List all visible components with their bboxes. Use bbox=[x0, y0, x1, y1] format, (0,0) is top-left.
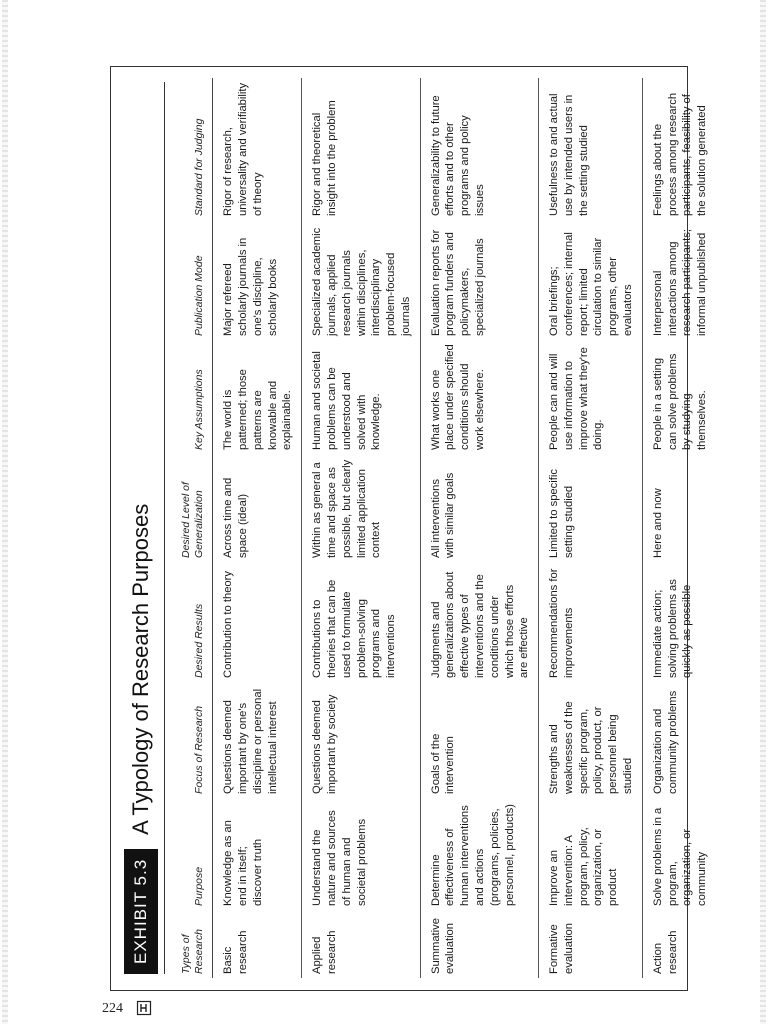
table-cell: Immediate action; solving problems as quickly as possible bbox=[651, 579, 694, 678]
table-cell: Summative evaluation bbox=[429, 918, 457, 974]
table-cell: Limited to specific setting studied bbox=[548, 469, 575, 558]
header-standard-for-judging: Standard for Judging bbox=[193, 118, 206, 216]
table-cell: Judgments and generalizations about effective types of interventions and the conditions under which those efforts are effective bbox=[429, 571, 531, 678]
header-publication-mode: Publication Mode bbox=[193, 255, 206, 336]
table-cell: Basic research bbox=[222, 930, 250, 974]
exhibit-heading bbox=[124, 504, 158, 974]
table-cell: Action research bbox=[651, 930, 679, 974]
table-cell: The world is patterned; those patterns are knowable and explainable. bbox=[222, 369, 294, 450]
table-cell: Recommendations for improvements bbox=[548, 568, 575, 678]
title-rule bbox=[164, 82, 165, 974]
table-cell: Contribution to theory bbox=[222, 571, 235, 678]
table-cell: Goals of the intervention bbox=[429, 733, 457, 794]
table-cell: Organization and community problems bbox=[651, 690, 679, 794]
table-cell: Major refereed scholarly journals in one's discipline, scholarly books bbox=[222, 237, 279, 336]
exhibit-rotated-content bbox=[112, 68, 709, 988]
page-edge-left bbox=[2, 0, 8, 1024]
exhibit-label: EXHIBIT 5.3 bbox=[124, 849, 158, 974]
table-cell: What works one place under specified conditions should work elsewhere. bbox=[429, 344, 486, 450]
table-cell: Evaluation reports for program funders and policymakers, specialized journals bbox=[429, 229, 486, 336]
table-cell: Solve problems in a program, organization, or community bbox=[651, 807, 709, 906]
header-focus-of-research: Focus of Research bbox=[193, 705, 206, 794]
table-row-summative-evaluation bbox=[420, 78, 538, 978]
table-cell: People can and will use information to improve what they're doing. bbox=[548, 347, 605, 450]
exhibit-title: A Typology of Research Purposes bbox=[128, 503, 153, 835]
table-cell: Oral briefings; conferences; internal report; limited circulation to similar programs, other evaluators bbox=[548, 232, 634, 336]
table-cell: Understand the nature and sources of human and societal problems bbox=[311, 810, 368, 906]
table-cell: Knowledge as an end in itself; discover truth bbox=[222, 820, 264, 906]
table-cell: Feelings about the process among research participants, feasibility of the solution generated bbox=[651, 92, 709, 216]
table-cell: Generalizability to future efforts and to other programs and policy issues bbox=[429, 95, 486, 216]
header-key-assumptions: Key Assumptions bbox=[193, 369, 206, 450]
table-cell: Across time and space (ideal) bbox=[222, 477, 250, 558]
table-cell: Contributions to theories that can be used to formulate problem-solving programs and interventions bbox=[311, 579, 398, 678]
header-purpose: Purpose bbox=[193, 866, 206, 906]
table-cell: Usefulness to and actual use by intended users in the setting studied bbox=[548, 93, 590, 216]
table-row-basic-research bbox=[213, 78, 302, 978]
table-cell: Rigor and theoretical insight into the problem bbox=[311, 100, 338, 216]
table-cell: Here and now bbox=[651, 488, 664, 558]
table-cell: Questions deemed important by society bbox=[311, 694, 338, 794]
table-cell: Applied research bbox=[311, 930, 338, 974]
table-cell: Within as general a time and space as possible, but clearly limited application context bbox=[311, 459, 383, 558]
book-section-icon bbox=[136, 1000, 152, 1016]
table-header-row bbox=[176, 78, 213, 978]
table-cell: Human and societal problems can be understood and solved with knowledge. bbox=[311, 351, 383, 450]
header-types-of-research: Types of Research bbox=[180, 929, 206, 974]
table-row-applied-research bbox=[302, 78, 420, 978]
header-desired-level-of-generalization: Desired Level of Generalization bbox=[180, 482, 206, 558]
table-row-action-research bbox=[642, 78, 716, 978]
table-cell: Rigor of research, universality and verifiability of theory bbox=[222, 82, 264, 216]
table-cell: All interventions with similar goals bbox=[429, 472, 457, 558]
table-cell: Questions deemed important by one's discipline or personal intellectual interest bbox=[222, 688, 279, 794]
table-cell: Interpersonal interactions among research participants; informal unpublished bbox=[651, 229, 709, 336]
table-cell: Specialized academic journals, applied research journals within disciplines, interdisciplinary problem-focused journals bbox=[311, 227, 412, 336]
research-typology-table bbox=[176, 78, 716, 978]
table-cell: Improve an intervention: A program, policy, organization, or product bbox=[548, 827, 620, 906]
table-cell: Determine effectiveness of human interventions and actions (programs, policies, personnel, products) bbox=[429, 804, 516, 906]
header-desired-results: Desired Results bbox=[193, 603, 206, 678]
table-row-formative-evaluation bbox=[539, 78, 643, 978]
page-number: 224 bbox=[102, 1001, 123, 1016]
table-cell: Strengths and weaknesses of the specific program, policy, product, or personnel being studied bbox=[548, 701, 634, 794]
table-cell: People in a setting can solve problems by studying themselves. bbox=[651, 353, 709, 450]
page-edge-right bbox=[760, 0, 766, 1024]
table-cell: Formative evaluation bbox=[548, 922, 575, 974]
